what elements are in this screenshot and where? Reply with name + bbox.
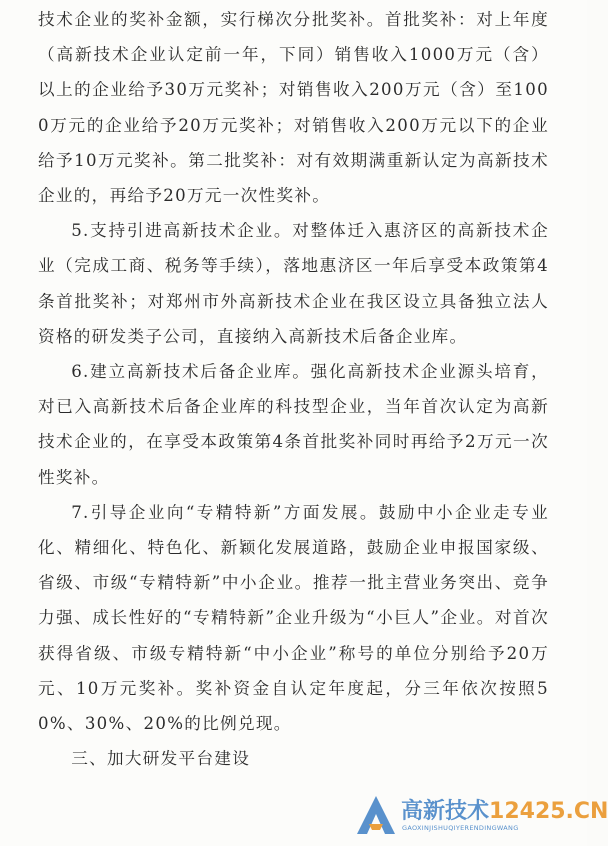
site-watermark [355, 792, 608, 840]
watermark-domain: 12425.CN [489, 799, 608, 824]
paragraph-item-7: 7.引导企业向“专精特新”方面发展。鼓励中小企业走专业化、精细化、特色化、新颖化发展道路，鼓励企业申报国家级、省级、市级“专精特新”中小企业。推荐一批主营业务突出、竞争力强、成长性好的“专精特新”企业升级为“小巨人”企业。对首次获得省级、市级专精特新“中小企业”称号的单位分别给予20万元、10万元奖补。奖补资金自认定年度起，分三年依次按照50%、30%、20%的比例兑现。 [38, 502, 549, 734]
paragraph-item-5: 5.支持引进高新技术企业。对整体迁入惠济区的高新技术企业（完成工商、税务等手续），落地惠济区一年后享受本政策第4条首批奖补；对郑州市外高新技术企业在我区设立具备独立法人资格的研发类子公司，直接纳入高新技术后备企业库。 [38, 221, 549, 346]
paragraph-item-6: 6.建立高新技术后备企业库。强化高新技术企业源头培育，对已入高新技术后备企业库的科技型企业，当年首次认定为高新技术企业的，在享受本政策第4条首批奖补同时再给予2万元一次性奖补。 [38, 362, 549, 487]
watermark-title [401, 794, 608, 825]
logo-a-icon [355, 794, 397, 836]
section-heading: 三、加大研发平台建设 [71, 749, 251, 769]
watermark-title-main: 高新技术 [401, 799, 490, 824]
watermark-subtitle: GAOXINJISHUQIYERENDINGWANG [402, 824, 519, 832]
paragraph-award-tiers: 技术企业的奖补金额，实行梯次分批奖补。首批奖补：对上年度（高新技术企业认定前一年，下同）销售收入1000万元（含）以上的企业给予30万元奖补；对销售收入200万元（含）至1000万元的企业给予20万元奖补；对销售收入200万元以下的企业给予10万元奖补。第二批奖补：对有效期满重新认定为高新技术企业的，再给予20万元一次性奖补。 [38, 10, 549, 206]
